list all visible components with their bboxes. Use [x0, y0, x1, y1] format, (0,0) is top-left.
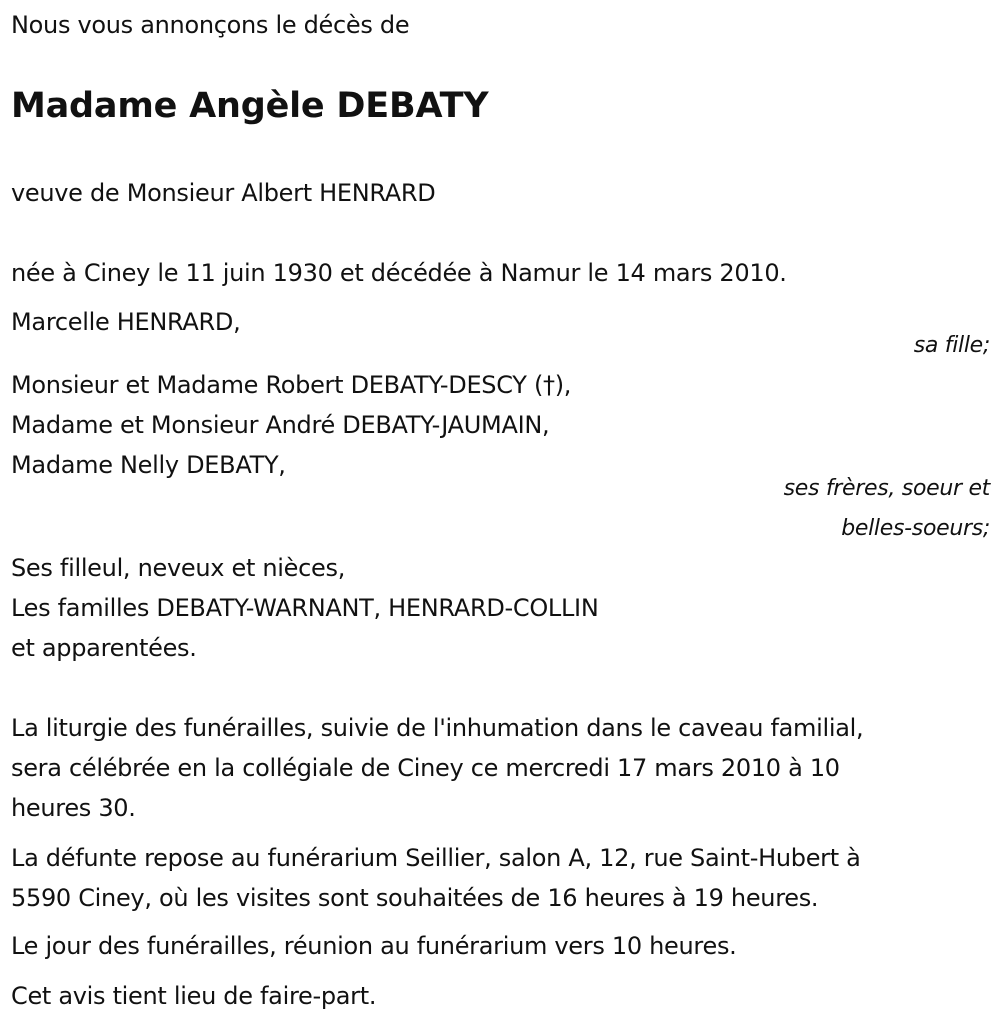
extended-family-line: Ses filleul, neveux et nièces,	[11, 554, 346, 582]
birth-death-text: née à Ciney le 11 juin 1930 et décédée à Namur le 14 mars 2010.	[11, 259, 787, 287]
liturgy-line: La liturgie des funérailles, suivie de l'inhumation dans le caveau familial,	[11, 714, 864, 742]
sibling-line: Madame et Monsieur André DEBATY-JAUMAIN,	[11, 411, 550, 439]
deceased-name: Madame Angèle DEBATY	[11, 86, 489, 126]
liturgy-line: heures 30.	[11, 794, 136, 822]
visitation-line: La défunte repose au funérarium Seillier, salon A, 12, rue Saint-Hubert à	[11, 844, 861, 872]
extended-family-line: et apparentées.	[11, 634, 197, 662]
intro-text: Nous vous annonçons le décès de	[11, 11, 410, 39]
sibling-line: Monsieur et Madame Robert DEBATY-DESCY (†),	[11, 371, 572, 399]
visitation-line: 5590 Ciney, où les visites sont souhaitées de 16 heures à 19 heures.	[11, 884, 819, 912]
siblings-relation: ses frères, soeur et	[783, 476, 990, 501]
meeting-text: Le jour des funérailles, réunion au funérarium vers 10 heures.	[11, 932, 737, 960]
closing-text: Cet avis tient lieu de faire-part.	[11, 982, 377, 1010]
sibling-line: Madame Nelly DEBATY,	[11, 451, 286, 479]
liturgy-line: sera célébrée en la collégiale de Ciney ce mercredi 17 mars 2010 à 10	[11, 754, 840, 782]
extended-family-line: Les familles DEBATY-WARNANT, HENRARD-COLLIN	[11, 594, 599, 622]
widow-of-text: veuve de Monsieur Albert HENRARD	[11, 179, 436, 207]
siblings-relation: belles-soeurs;	[841, 516, 990, 541]
daughter-relation: sa fille;	[913, 333, 990, 358]
daughter-name: Marcelle HENRARD,	[11, 308, 241, 336]
